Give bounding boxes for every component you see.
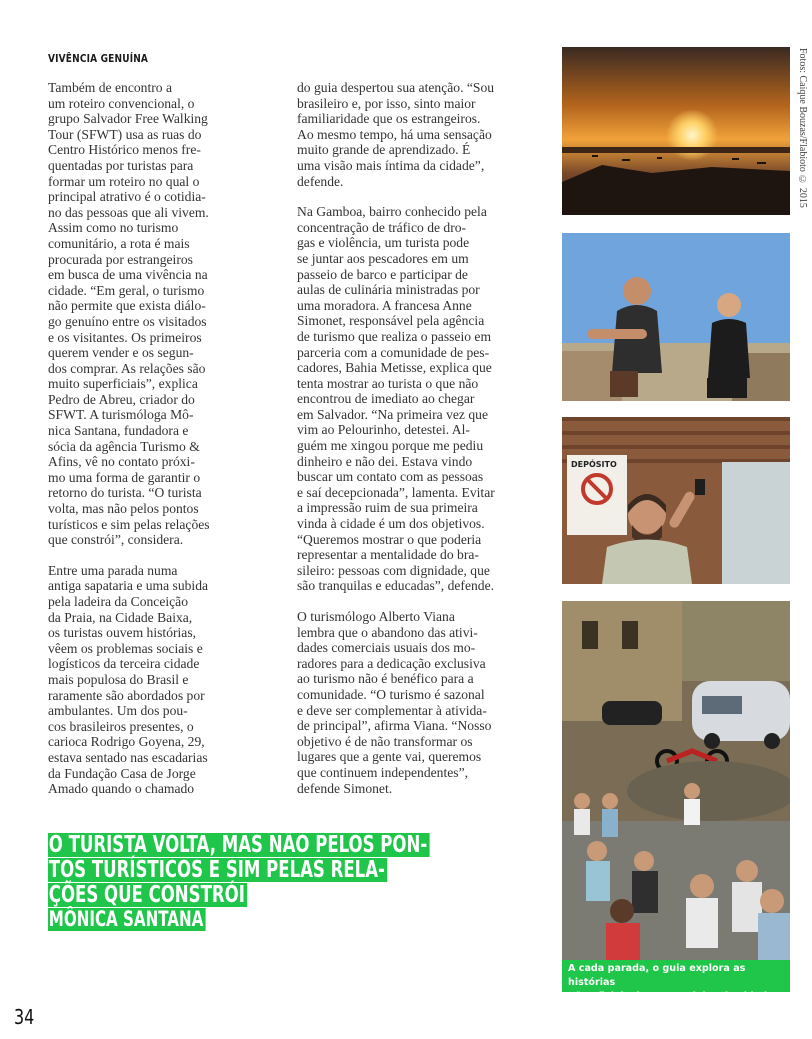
photo-caption: A cada parada, o guia explora as histórias não oficiais de ruas e vielas da cidade: [562, 960, 790, 992]
paragraph: Na Gamboa, bairro conhecido pela concentração de tráfico de dro- gas e violência, um turista pode se juntar aos pescadores em um passeio de barco e participar de aulas de culinária ministradas por uma moradora. A francesa Anne Simonet, responsável pela agência de turismo que realiza o passeio em parceria com a comunidade de pes- cadores, Bahia Metisse, explica que tenta mostrar ao turista o que não encontrou de imediato ao chegar em Salvador. “Na primeira vez que vim ao Pelourinho, detestei. Al- guém me xingou porque me pediu dinheiro e não dei. Estava vindo buscar um contato com as pessoas e saí decepcionada”, lamenta. Evitar a impressão ruim de sua primeira vinda à cidade é um dos objetivos. “Queremos mostrar o que poderia representar a mentalidade do bra- sileiro: pessoas com dignidade, que são tranquilas e educadas”, defende.: [297, 204, 495, 594]
pull-quote-line: ÇÕES QUE CONSTRÓI: [48, 883, 247, 907]
paragraph: Também de encontro a um roteiro convencional, o grupo Salvador Free Walking Tour (SFWT) usa as ruas do Centro Histórico menos fre- quentadas por turistas para formar um roteiro no qual o principal atrativo é o cotidia- no das pessoas que ali vivem. Assim como no turismo comunitário, a rota é mais procurada por estrangeiros em busca de uma vivência na cidade. “Em geral, o turismo não permite que exista diálo- go genuíno entre os visitados e os visitantes. Os primeiros querem vender e os segun- dos comprar. As relações são muito superficiais”, explica Pedro de Abreu, criador do SFWT. A turismóloga Mô- nica Santana, fundadora e sócia da agência Turismo & Afins, vê no contato próxi- mo uma forma de garantir o retorno do turista. “O turista volta, mas não pelos pontos turísticos e sim pelas relações que constrói”, considera.: [48, 80, 210, 548]
paragraph: Entre uma parada numa antiga sapataria e uma subida pela ladeira da Conceição da Praia, na Cidade Baixa, os turistas ouvem histórias, vêem os problemas sociais e logísticos da terceira cidade mais populosa do Brasil e raramente são abordados por ambulantes. Um dos pou- cos brasileiros presentes, o carioca Rodrigo Goyena, 29, estava sentado nas escadarias da Fundação Casa de Jorge Amado quando o chamado: [48, 562, 209, 797]
photo-tour-group-street: [562, 601, 790, 960]
photo-tourists-sitting: [562, 233, 790, 401]
article-column-2: [297, 80, 527, 811]
photo-sunset-bay: [562, 47, 790, 215]
sign-text: DEPÓSITO: [571, 460, 617, 469]
page-number: 34: [14, 1005, 35, 1029]
paragraph: O turismólogo Alberto Viana lembra que o abandono das ativi- dades comerciais usuais dos mo- radores para a dedicação exclusiva ao turismo não é benéfico para a comunidade. “O turismo é sazonal e deve ser complementar à ativida- de principal”, afirma Viana. “Nosso objetivo é de não transformar os lugares que a gente vai, queremos que continuem independentes”, defende Simonet.: [297, 609, 492, 796]
pull-quote-line: O TURISTA VOLTA, MAS NÃO PELOS PON-: [48, 833, 430, 857]
pull-quote-author: MÔNICA SANTANA: [48, 908, 206, 931]
article-column-1: [48, 80, 248, 812]
section-title: VIVÊNCIA GENUÍNA: [48, 52, 149, 65]
photo-credit: Fotos: Caique Bouzas/Flabioto © 2015: [797, 48, 808, 208]
photo-tourist-photographing: [562, 417, 790, 584]
pull-quote-line: TOS TURÍSTICOS E SIM PELAS RELA-: [48, 858, 387, 882]
paragraph: do guia despertou sua atenção. “Sou brasileiro e, por isso, sinto maior familiaridade que os estrangeiros. Ao mesmo tempo, há uma sensação muito grande de aprendizado. É uma visão mais íntima da cidade”, defende.: [297, 80, 495, 189]
pull-quote: [48, 833, 518, 931]
